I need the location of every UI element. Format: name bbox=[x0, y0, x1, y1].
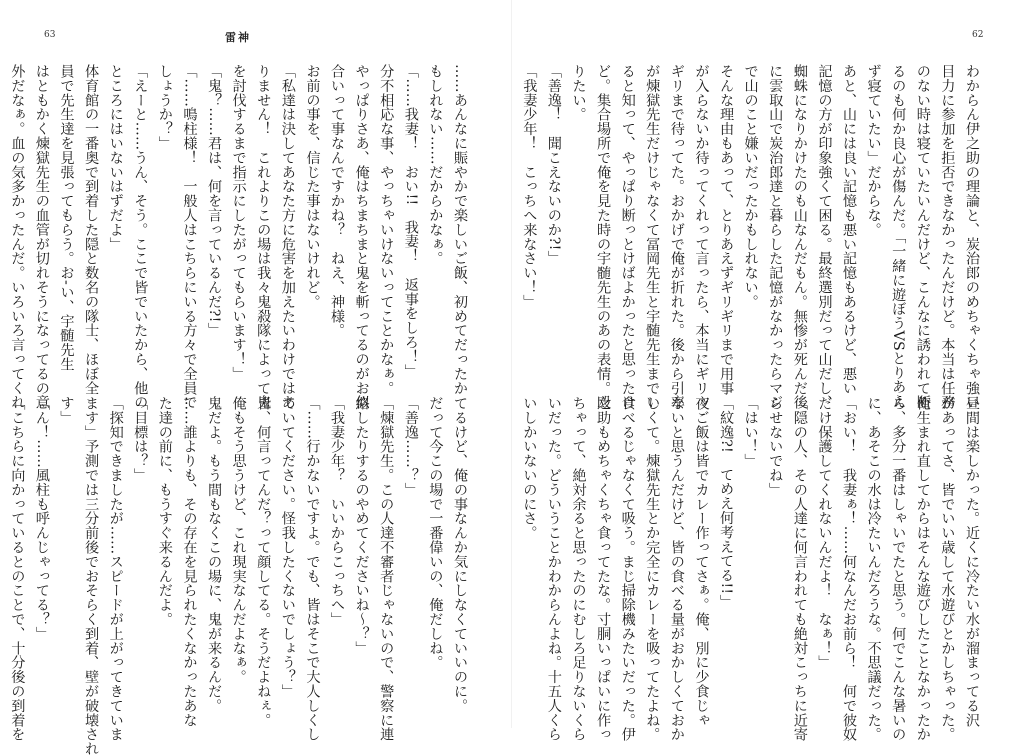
text-line: ……誰よりも、その存在を見られたくなかったあな bbox=[181, 396, 198, 728]
text-line: ず寝ていたい」だからな。 bbox=[865, 64, 882, 237]
text-line: しくて。煉獄先生とか完全にカレーを吸ってたよね。 bbox=[644, 396, 661, 742]
text-line: わからん伊之助の理論と、炭治郎のめちゃくちゃ強い bbox=[964, 64, 980, 410]
left-page-lower-text bbox=[9, 396, 472, 756]
text-line: 体育館の一番奥で到着した隠と数名の隊士、ほぼ全 bbox=[83, 64, 100, 396]
text-line: ら、多分一番はしゃいでたと思う。何でこんな暑いの bbox=[890, 396, 907, 742]
text-line: に、あそこの水は冷たいんだろうな。不思議だった。 bbox=[865, 396, 882, 742]
text-line: 外だなぁ。血の気多かったんだ。いろいろ言ってくれ bbox=[9, 64, 26, 410]
text-line: 「ん！……風柱も呼んじゃってる？」 bbox=[33, 396, 50, 641]
text-line: 「おい！ 我妻ぁ！……何なんだお前ら！ 何で彼奴 bbox=[841, 396, 858, 742]
text-line: 目力に参加を拒否できなかったんだけど。本当は任務 bbox=[939, 64, 956, 410]
text-line: 分不相応な事、やっちゃいけないってことかなぁ。 bbox=[378, 64, 395, 396]
text-line: 記憶の方が印象強くて困る。最終選別だって山だし、 bbox=[816, 64, 833, 410]
text-line: ていてください。怪我したくないでしょう？」 bbox=[279, 396, 296, 699]
text-line: やっぱりさあ、俺はちまちまと鬼を斬ってるのがお似 bbox=[353, 64, 370, 410]
text-line: 「善逸……？」 bbox=[402, 396, 419, 497]
text-line: るのも何か良心が傷んだ。「一緒に遊ぼうVSとりあえ bbox=[890, 64, 907, 409]
text-line: ギリまで待ってた。おかげで俺が折れた。後から引率 bbox=[668, 64, 685, 410]
text-line: だって今この場で一番偉いの、俺だしね。 bbox=[427, 396, 444, 670]
text-line: お前の事を、信じた事はないけれど。 bbox=[304, 64, 321, 309]
text-line: 「我妻少年？ いいからこっちへ」 bbox=[329, 396, 346, 627]
text-line: が入らないか待ってくれって言ったら、本当にギリッ bbox=[693, 64, 710, 410]
left-page-upper-text bbox=[9, 64, 472, 410]
text-line: 夜ご飯は皆でカレー作ってさぁ。俺、別に少食じゃ bbox=[693, 396, 710, 728]
text-line: 皆、何言ってんだ？って顔してる。そうだよねぇ。 bbox=[255, 396, 272, 728]
text-line: 「探知できましたが……スピードが上がってきていま bbox=[107, 396, 124, 742]
text-line: を討伐するまで指示にしたがってもらいます！」 bbox=[230, 64, 247, 381]
text-line: 「目標は？」 bbox=[132, 396, 149, 483]
running-head: 雷神 bbox=[225, 31, 251, 44]
text-line: 「煉獄先生。この人達不審者じゃないので、警察に連 bbox=[378, 396, 395, 742]
text-line: 「えーと……うん、そう。ここで皆でいたから、他の bbox=[132, 64, 149, 410]
text-line: があってさ、皆でいい歳して水遊びとかしちゃった。 bbox=[939, 396, 956, 742]
text-line: 之助もめちゃくちゃ食ってたな。寸胴いっぱいに作っ bbox=[595, 396, 612, 742]
text-line: 「はい！」 bbox=[742, 396, 759, 468]
text-line: 俺もそう思うけど、これ現実なんだよなぁ。 bbox=[230, 396, 247, 684]
text-line: で山のこと嫌いだったかもしれない。 bbox=[742, 64, 759, 309]
text-line: ます」予測では三分前後でおそらく到着、壁が破壊され bbox=[83, 396, 100, 756]
text-line: 「……我妻！ おい!! 我妻！ 返事をしろ！」 bbox=[402, 64, 419, 379]
text-line: らせないでね」 bbox=[767, 396, 784, 497]
text-line: 昼間は楽しかった。近くに冷たい水が溜まってる沢 bbox=[964, 396, 980, 728]
text-line: ところにはいないはずだよ」 bbox=[107, 64, 124, 252]
text-line: だけ保護してくれないんだよ！ なぁ！」 bbox=[816, 396, 833, 670]
text-line: 「善逸！ 聞こえないのか?!」 bbox=[545, 64, 562, 265]
text-line: 絡したりするのやめてくださいね～？」 bbox=[353, 396, 370, 656]
text-line: いだった。どういうことかわからんよね。十五人くら bbox=[545, 396, 562, 742]
text-line: ちゃって、絶対余ると思ったのにむしろ足りないくら bbox=[570, 396, 587, 742]
text-line: 蜘蛛になりかけたのも山なんだもん。無惨が死んだ後 bbox=[791, 64, 808, 410]
right-page-lower-text bbox=[521, 396, 984, 742]
text-line: りたい。 bbox=[570, 64, 587, 122]
text-line: 「紋逸?! てめえ何考えてる!!」 bbox=[718, 396, 735, 609]
text-line: 俺生まれ直してからはそんな遊びしたことなかったか bbox=[914, 396, 931, 742]
right-page-number: 62 bbox=[972, 30, 984, 40]
text-line: りません！ これよりこの場は我々鬼殺隊によって鬼 bbox=[255, 64, 272, 410]
text-line: あと、山には良い記憶も悪い記憶もあるけど、悪い bbox=[841, 64, 858, 396]
right-page bbox=[512, 0, 1024, 742]
text-line: ど。集合場所で俺を見た時の宇髄先生のあの表情。殴 bbox=[595, 64, 612, 410]
text-line: に雲取山で炭治郎達と暮らした記憶がなかったらマジ bbox=[767, 64, 784, 410]
text-line: 鬼だよ。もう間もなくこの場に、鬼が来るんだ。 bbox=[206, 396, 223, 713]
text-line: 食べるじゃなくて吸う。まじ掃除機みたいだった。伊 bbox=[619, 396, 636, 742]
text-line: のない時は寝ていたいんだけど、こんなに誘われて断 bbox=[914, 64, 931, 410]
left-page-number: 63 bbox=[44, 30, 56, 40]
text-line: そんな理由もあって、とりあえずギリギリまで用事 bbox=[718, 64, 735, 396]
text-line: しょうか？」 bbox=[156, 64, 173, 151]
text-line: が煉獄先生だけじゃなくて冨岡先生と宇髄先生までい bbox=[644, 64, 661, 410]
text-line: す」 bbox=[58, 396, 75, 425]
text-line: 「我妻少年！ こっちへ来なさい！」 bbox=[521, 64, 538, 309]
text-line: た達の前に、もうすぐ来るんだよ。 bbox=[156, 396, 173, 627]
text-line: 「……行かないですよ。でも、皆はそこで大人しくし bbox=[304, 396, 321, 742]
text-line: もしれない……だからかなぁ。 bbox=[427, 64, 444, 266]
text-line: はともかく煉獄先生の血管が切れそうになってるの意 bbox=[33, 64, 50, 410]
right-page-upper-text bbox=[521, 64, 984, 410]
text-line: 「こちらに向かっているとのことで、十分後の到着を bbox=[9, 396, 26, 742]
text-line: 「私達は決してあなた方に危害を加えたいわけではあ bbox=[279, 64, 296, 410]
text-line: 「鬼？……君は、何を言っているんだ?!」 bbox=[206, 64, 223, 337]
text-line: 員で先生達を見張ってもらう。お-い、宇髄先生 bbox=[58, 64, 75, 372]
text-line: ないと思うんだけど、皆の食べる量がおかしくておか bbox=[668, 396, 685, 742]
text-line: ……あんなに賑やかで楽しいご飯、初めてだったか bbox=[452, 64, 468, 396]
text-line: 合いって事なんですかね？ ねえ、神様。 bbox=[329, 64, 346, 338]
text-line: ると知って、やっぱり断っとけばよかったと思ったけ bbox=[619, 64, 636, 410]
text-line: いしかいないのにさ。 bbox=[521, 396, 538, 540]
text-line: 「……鳴柱様！ 一般人はこちらにいる方々で全員で bbox=[181, 64, 198, 410]
text-line: 「隠の人、その人達に何言われても絶対こっちに近寄 bbox=[791, 396, 808, 742]
text-line: てるけど、俺の事なんか気にしなくていいのに。 bbox=[452, 396, 468, 713]
